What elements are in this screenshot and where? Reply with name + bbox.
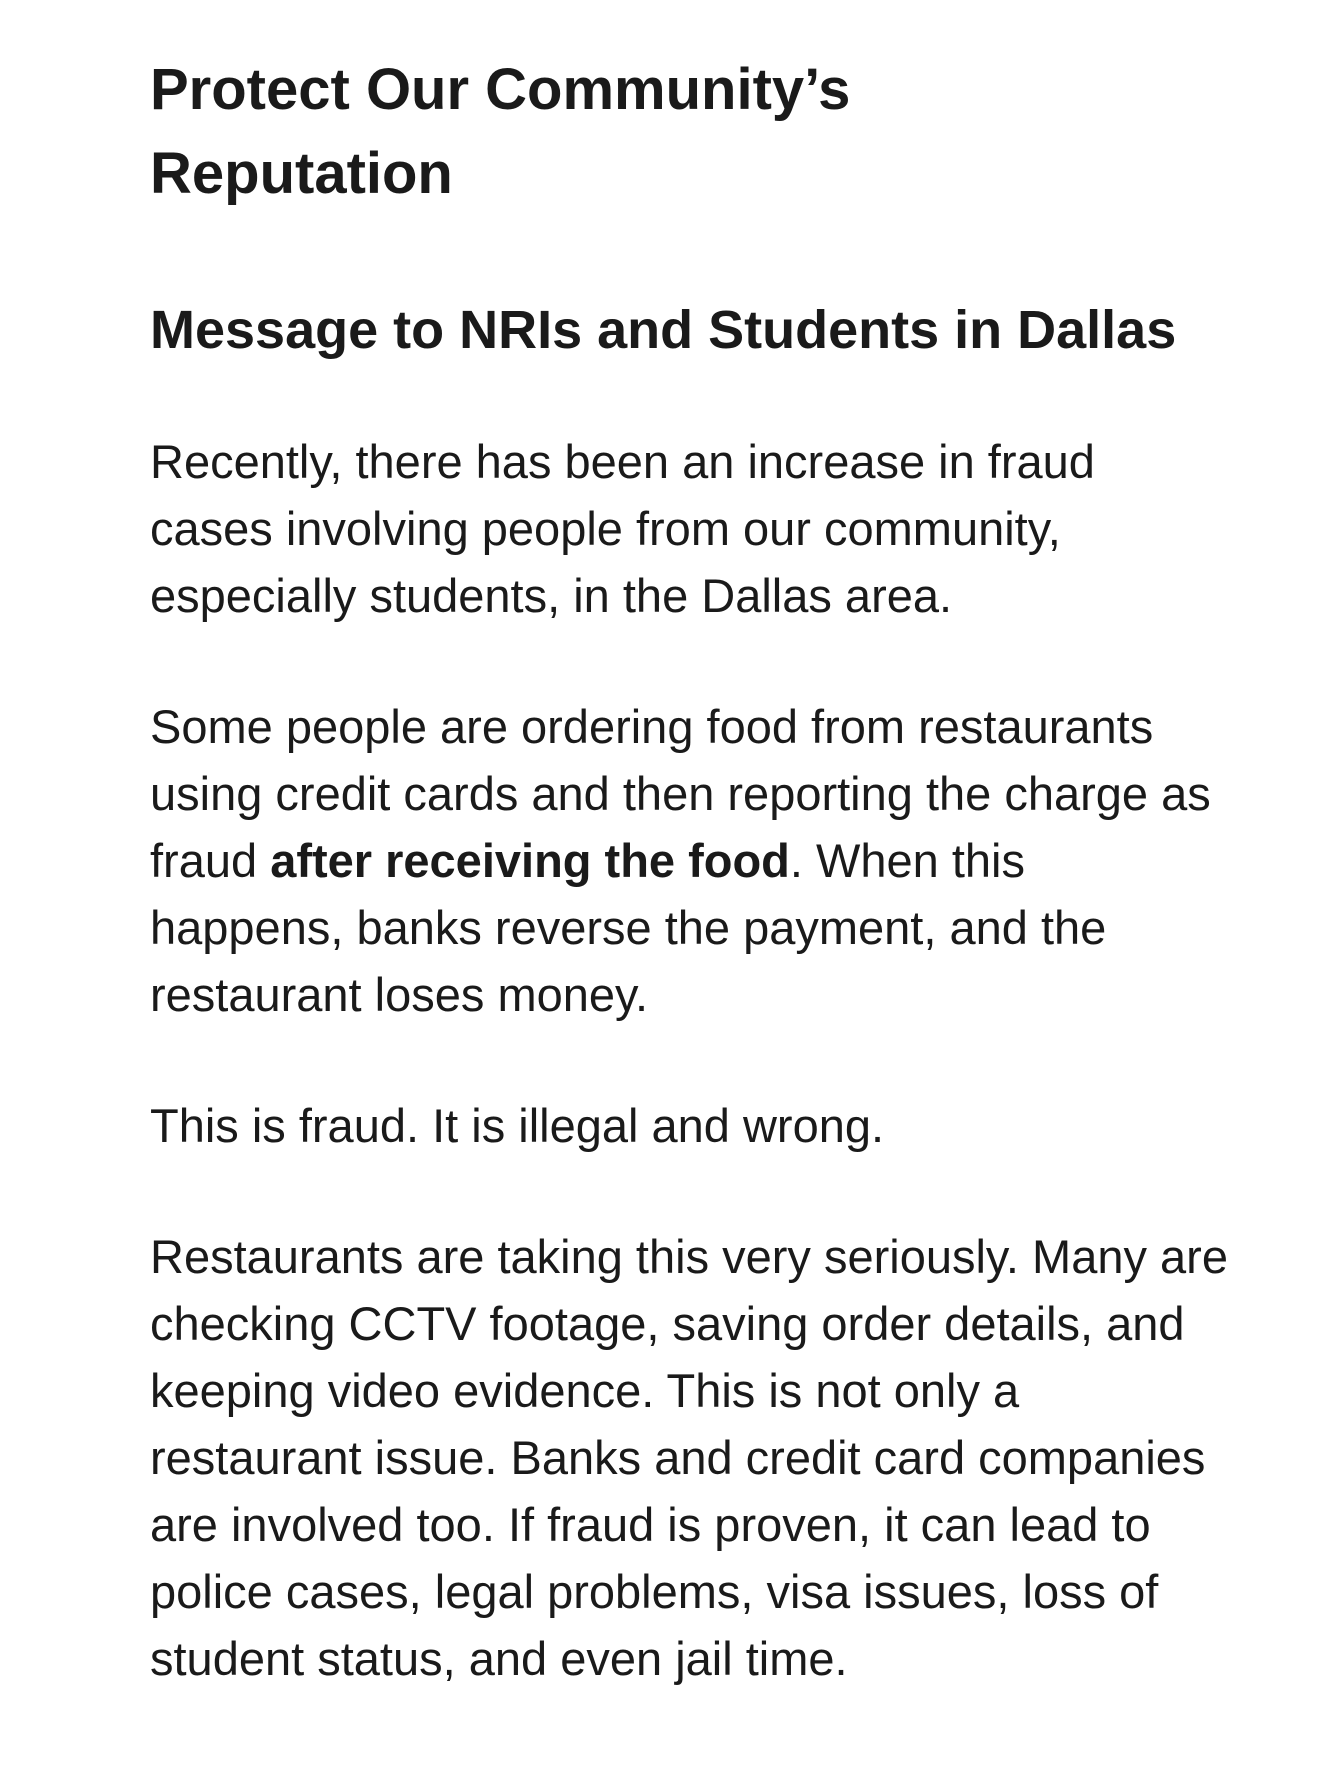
paragraph-fraud-method-start: Some people are ordering food from restaurants using credit cards and then reporting the charge as fraud [150, 700, 1211, 887]
paragraph-fraud-method-end: . When this happens, banks reverse the payment, and the restaurant loses money. [150, 834, 1107, 1021]
document-body [150, 48, 1230, 1692]
page-subtitle: Message to NRIs and Students in Dallas [150, 300, 1177, 360]
paragraph-intro: Recently, there has been an increase in fraud cases involving people from our community, especially students, in the Dallas area. [150, 435, 1095, 622]
emphasis-text: after receiving the food [270, 834, 790, 887]
page-title: Protect Our Community’s Reputation [150, 57, 851, 206]
paragraph-statement: This is fraud. It is illegal and wrong. [150, 1099, 885, 1152]
paragraph-fraud-method [150, 693, 1230, 1028]
paragraph-consequences: Restaurants are taking this very seriously. Many are checking CCTV footage, saving order details, and keeping video evidence. This is not only a restaurant issue. Banks and credit card companies are involved too. If fraud is proven, it can lead to police cases, legal problems, visa issues, loss of student status, and even jail time. [150, 1230, 1228, 1685]
